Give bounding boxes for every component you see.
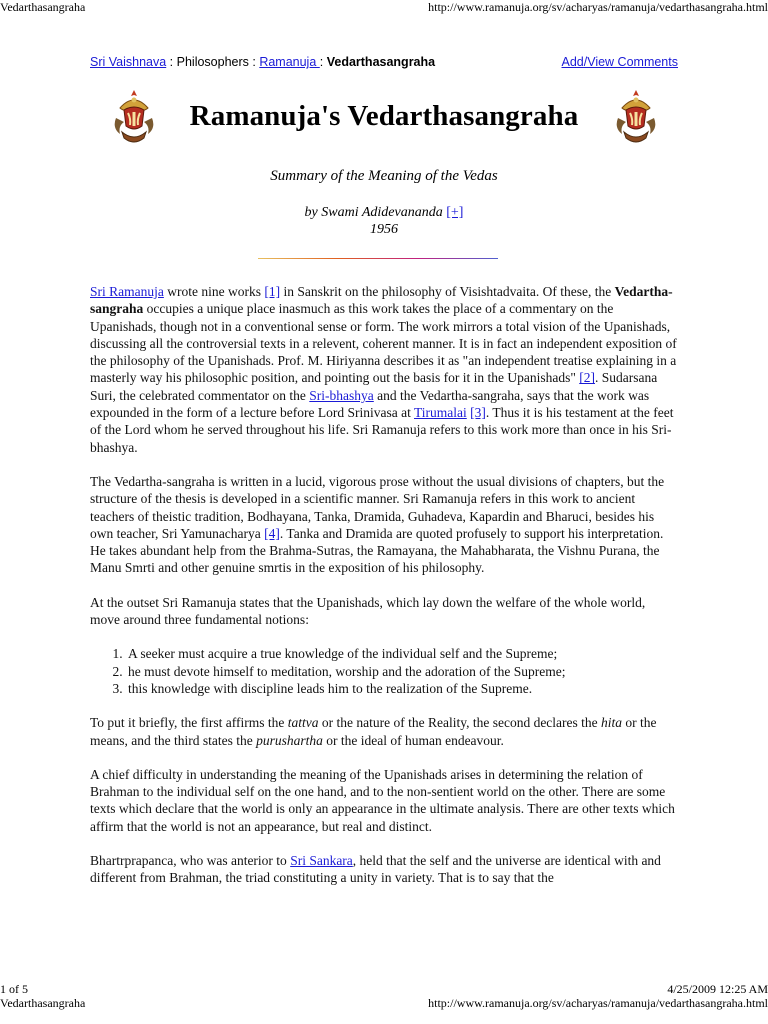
footnote-link-4[interactable]: [4] (264, 525, 280, 541)
work-title: Vedartha-sangraha (90, 284, 673, 317)
byline-year: 1956 (370, 222, 398, 237)
print-footer-title: Vedarthasangraha (0, 996, 86, 1010)
list-item: 3. this knowledge with discipline leads him to the realization of the Supreme. (126, 680, 678, 697)
paragraph-2: The Vedartha-sangraha is written in a lucid, vigorous prose without the usual divisions of chapters, but the structure of the thesis is developed in a scientific manner. Sri Ramanuja refers in this work to ancient teachers of theistic tradition, Bodhayana, Tanka, Dramida, Guhadeva, Kapardin and Bharuci, besides his own teacher, Sri Yamunacharya [4]. Tanka and Dramida are quoted profusely to support his interpretation. He takes abundant help from the Brahma-Sutras, the Ramayana, the Mahabharata, the Vishnu Purana, the Manu Smrti and other genuine smrtis in the exposition of his philosophy. (90, 473, 665, 576)
add-view-comments-link[interactable]: Add/View Comments (561, 55, 678, 69)
print-footer-datetime: 4/25/2009 12:25 AM (667, 982, 768, 996)
paragraph-3: At the outset Sri Ramanuja states that the Upanishads, which lay down the welfare of the whole world, move around three fundamental notions: (90, 594, 646, 628)
print-footer-url: http://www.ramanuja.org/sv/acharyas/ramanuja/vedarthasangraha.html (428, 996, 768, 1010)
paragraph-5: A chief difficulty in understanding the meaning of the Upanishads arises in determining the relation of Brahman to the individual self on the one hand, and to the non-sentient world on the other. There are some texts which declare that the world is only an appearance in the ultimate analysis. There are other texts which affirm that the world is not an appearance, but real and distinct. (90, 766, 675, 834)
breadcrumb-separator: : (166, 55, 177, 69)
term-tattva: tattva (287, 715, 319, 731)
article-body (90, 283, 678, 904)
print-footer-page: 1 of 5 (0, 982, 28, 996)
breadcrumb-separator: : (248, 55, 260, 69)
sri-ramanuja-link[interactable]: Sri Ramanuja (90, 284, 164, 299)
footnote-link-3[interactable]: [3] (470, 405, 486, 421)
sri-bhashya-link[interactable]: Sri-bhashya (309, 387, 374, 403)
paragraph-4: To put it briefly, the first affirms the tattva or the nature of the Reality, the second declares the hita or the means, and the third states the purushartha or the ideal of human endeavour. (90, 715, 657, 748)
list-item: 1. A seeker must acquire a true knowledge of the individual self and the Supreme; (126, 645, 678, 662)
byline (0, 204, 768, 238)
paragraph-6: Bhartrprapanca, who was anterior to Sri Sankara, held that the self and the universe are identical with and different from Brahman, the triad constituting a unity in variety. That is to say that the (90, 853, 661, 886)
author-info-link[interactable]: [+] (446, 205, 464, 220)
term-purushartha: purushartha (256, 732, 323, 748)
breadcrumb: Sri Vaishnava : Philosophers : Ramanuja : Vedarthasangraha Add/View Comments (90, 55, 678, 69)
footnote-link-1[interactable]: [1] (264, 284, 281, 299)
breadcrumb-sri-vaishnava-link[interactable]: Sri Vaishnava (90, 55, 167, 69)
term-hita: hita (601, 715, 623, 731)
page-subtitle: Summary of the Meaning of the Vedas (270, 168, 498, 184)
print-footer (0, 982, 768, 996)
footnote-link-2[interactable]: [2] (579, 370, 595, 386)
notions-list (90, 645, 678, 697)
print-footer-next-header (0, 996, 768, 1010)
tirumalai-link[interactable]: Tirumalai (414, 405, 467, 421)
page-title: Ramanuja's Vedarthasangraha (189, 100, 579, 132)
divider (258, 258, 498, 259)
breadcrumb-philosophers: Philosophers (176, 55, 249, 69)
print-header-title: Vedarthasangraha (0, 0, 86, 14)
list-item: 2. he must devote himself to meditation, worship and the adoration of the Supreme; (126, 663, 678, 680)
byline-author: by Swami Adidevananda (304, 205, 447, 220)
paragraph-1: Sri Ramanuja wrote nine works [1] in Sanskrit on the philosophy of Visishtadvaita. Of these, the Vedartha-sangraha occupies a unique place inasmuch as this work takes the place of a commentary on the Upanishads, though not in a conventional sense or form. The work mirrors a total vision of the Upanishads, discussing all the controversial texts in a relevent, coherent manner. It is in fact an independent exposition of the philosophy of the Upanishads. Prof. M. Hiriyanna describes it as "an independent treatise explaining in a masterly way his philosophic position, and pointing out the basis for it in the Upanishads" [2]. Sudarsana Suri, the celebrated commentator on the Sri-bhashya and the Vedartha-sangraha, says that the work was expounded in the form of a lecture before Lord Srinivasa at Tirumalai [3]. Thus it is his testament at the feet of the Lord whom he served throughout his life. Sri Ramanuja refers to this work more than once in his Sri-bhashya. (90, 284, 677, 455)
sri-sankara-link[interactable]: Sri Sankara (290, 853, 353, 869)
breadcrumb-ramanuja-link[interactable]: Ramanuja (259, 55, 320, 69)
print-header-url: http://www.ramanuja.org/sv/acharyas/ramanuja/vedarthasangraha.html (428, 0, 768, 14)
print-header (0, 0, 768, 14)
breadcrumb-current: Vedarthasangraha (326, 55, 436, 69)
emblem-right-icon (612, 88, 660, 148)
